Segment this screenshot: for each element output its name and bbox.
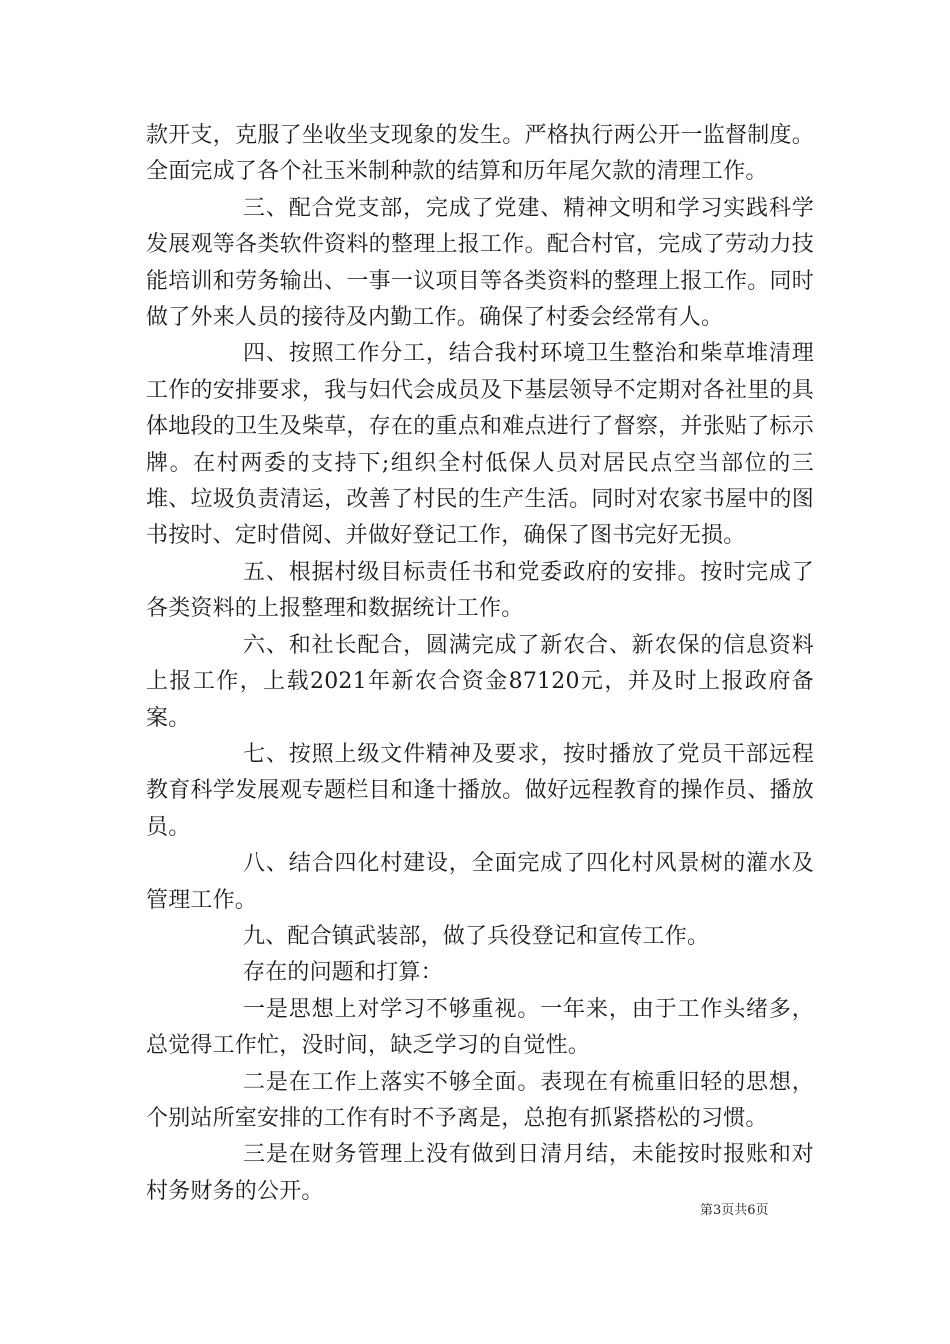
paragraph-problem-3: 三是在财务管理上没有做到日清月结，未能按时报账和对村务财务的公开。	[146, 1142, 814, 1204]
page-number-footer: 第3页共6页	[700, 1203, 769, 1218]
section-heading-problems: 存在的问题和打算：	[243, 960, 443, 986]
paragraph-continuation: 款开支，克服了坐收坐支现象的发生。严格执行两公开一监督制度。全面完成了各个社玉米制种款的结算和历年尾欠款的清理工作。	[146, 123, 814, 185]
paragraph-item-9: 九、配合镇武装部，做了兵役登记和宣传工作。	[243, 923, 710, 949]
paragraph-item-4: 四、按照工作分工，结合我村环境卫生整治和柴草堆清理工作的安排要求，我与妇代会成员及下基层领导不定期对各社里的具体地段的卫生及柴草，存在的重点和难点进行了督察，并张贴了标示牌。在村两委的支持下;组织全村低保人员对居民点空当部位的三堆、垃圾负责清运，改善了村民的生产生活。同时对农家书屋中的图书按时、定时借阅、并做好登记工作，确保了图书完好无损。	[146, 341, 814, 549]
paragraph-item-7: 七、按照上级文件精神及要求，按时播放了党员干部远程教育科学发展观专题栏目和逢十播放。做好远程教育的操作员、播放员。	[146, 741, 814, 840]
paragraph-item-5: 五、根据村级目标责任书和党委政府的安排。按时完成了各类资料的上报整理和数据统计工作。	[146, 559, 814, 622]
paragraph-problem-1: 一是思想上对学习不够重视。一年来，由于工作头绪多，总觉得工作忙，没时间，缺乏学习的自觉性。	[146, 996, 814, 1059]
paragraph-item-8: 八、结合四化村建设，全面完成了四化村风景树的灌水及管理工作。	[146, 851, 814, 913]
paragraph-problem-2: 二是在工作上落实不够全面。表现在有梳重旧轻的思想，个别站所室安排的工作有时不予离是，总抱有抓紧搭松的习惯。	[146, 1069, 814, 1131]
document-body	[146, 118, 814, 1210]
paragraph-item-6: 六、和社长配合，圆满完成了新农合、新农保的信息资料上报工作，上载2021年新农合资金87120元，并及时上报政府备案。	[146, 632, 814, 731]
paragraph-item-3: 三、配合党支部，完成了党建、精神文明和学习实践科学发展观等各类软件资料的整理上报工作。配合村官，完成了劳动力技能培训和劳务输出、一事一议项目等各类资料的整理上报工作。同时做了外来人员的接待及内勤工作。确保了村委会经常有人。	[146, 195, 814, 331]
